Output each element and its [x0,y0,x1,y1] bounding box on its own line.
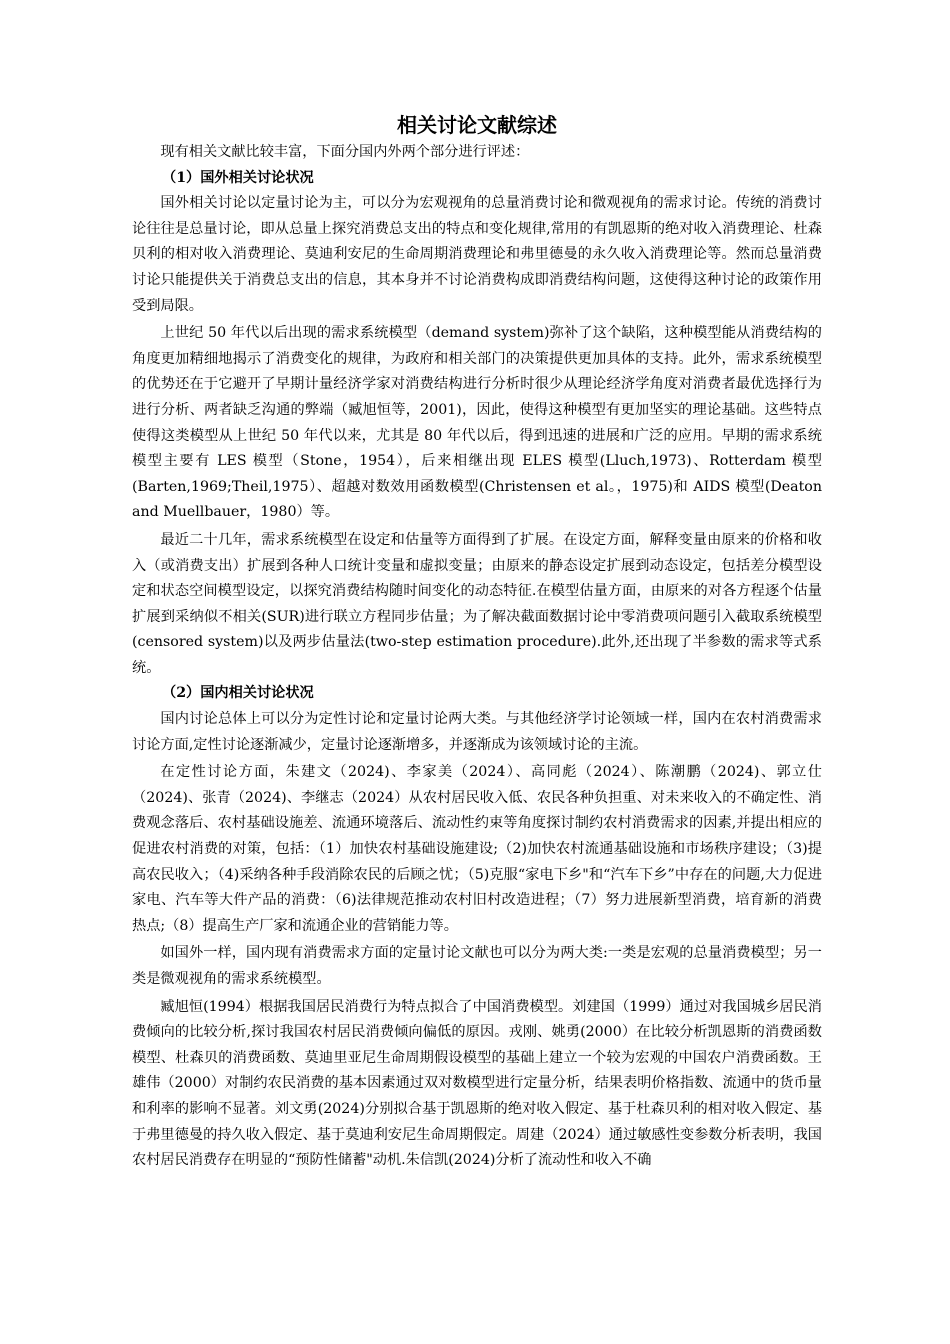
paragraph: 在定性讨论方面，朱建文（2024)、李家美（2024）、高同彪（2024）、陈潮鹏（2024)、郭立仕（2024)、张青（2024)、李继志（2024）从农村居民收入低、农民各种负担重、对未来收入的不确定性、消费观念落后、农村基础设施差、流通环境落后、流动性约束等角度探讨制约农村消费需求的因素,并提出相应的促进农村消费的对策，包括：（1）加快农村基础设施建设;（2)加快农村流通基础设施和市场秩序建设；（3)提高农民收入；（4)采纳各种手段消除农民的后顾之忧；（5)克服“家电下乡"和“汽车下乡”中存在的问题,大力促进家电、汽车等大件产品的消费：（6)法律规范推动农村旧村改造进程；（7）努力进展新型消费，培育新的消费热点;（8）提高生产厂家和流通企业的营销能力等。 [132,764,822,934]
paragraph: 如国外一样，国内现有消费需求方面的定量讨论文献也可以分为两大类:一类是宏观的总量消费模型；另一类是微观视角的需求系统模型。 [132,945,822,987]
document-page [132,110,822,1174]
section-heading-foreign: （1）国外相关讨论状况 [162,169,314,186]
paragraph: 国外相关讨论以定量讨论为主，可以分为宏观视角的总量消费讨论和微观视角的需求讨论。传统的消费讨论往往是总量讨论，即从总量上探究消费总支出的特点和变化规律,常用的有凯恩斯的绝对收入消费理论、杜森贝利的相对收入消费理论、莫迪利安尼的生命周期消费理论和弗里德曼的永久收入消费理论等。然而总量消费讨论只能提供关于消费总支出的信息，其本身并不讨论消费构成即消费结构问题，这使得这种讨论的政策作用受到局限。 [132,195,822,314]
paragraph: 上世纪 50 年代以后出现的需求系统模型（demand system)弥补了这个缺陷，这种模型能从消费结构的角度更加精细地揭示了消费变化的规律，为政府和相关部门的决策提供更加具体的支持。此外，需求系统模型的优势还在于它避开了早期计量经济学家对消费结构进行分析时很少从理论经济学角度对消费者最优选择行为进行分析、两者缺乏沟通的弊端（臧旭恒等，2001)，因此，使得这种模型有更加坚实的理论基础。这些特点使得这类模型从上世纪 50 年代以来，尤其是 80 年代以后，得到迅速的进展和广泛的应用。早期的需求系统模型主要有 LES 模型（Stone，1954），后来相继出现 ELES 模型(Lluch,1973)、Rotterdam 模型(Barten,1969;Theil,1975）、超越对数效用函数模型(Christensen et al。，1975)和 AIDS 模型(Deaton and Muellbauer，1980）等。 [132,325,822,521]
paragraph: 最近二十几年，需求系统模型在设定和估量等方面得到了扩展。在设定方面，解释变量由原来的价格和收入（或消费支出）扩展到各种人口统计变量和虚拟变量；由原来的静态设定扩展到动态设定，包括差分模型设定和状态空间模型设定，以探究消费结构随时间变化的动态特征.在模型估量方面，由原来的对各方程逐个估量扩展到采纳似不相关(SUR)进行联立方程同步估量；为了解决截面数据讨论中零消费项问题引入截取系统模型(censored system)以及两步估量法(two-step estimation procedure).此外,还出现了半参数的需求等式系统。 [132,531,822,676]
section-heading-domestic: （2）国内相关讨论状况 [162,685,314,702]
paragraph: 臧旭恒(1994）根据我国居民消费行为特点拟合了中国消费模型。刘建国（1999）通过对我国城乡居民消费倾向的比较分析,探讨我国农村居民消费倾向偏低的原因。戎刚、姚勇(2000）在比较分析凯恩斯的消费函数模型、杜森贝的消费函数、莫迪里亚尼生命周期假设模型的基础上建立一个较为宏观的中国农户消费函数。王雄伟（2000）对制约农民消费的基本因素通过双对数模型进行定量分析，结果表明价格指数、流通中的货币量和利率的影响不显著。刘文勇(2024)分别拟合基于凯恩斯的绝对收入假定、基于杜森贝利的相对收入假定、基于弗里德曼的持久收入假定、基于莫迪利安尼生命周期假定。周建（2024）通过敏感性变参数分析表明，我国农村居民消费存在明显的“预防性储蓄"动机.朱信凯(2024)分析了流动性和收入不确 [132,998,822,1169]
intro-paragraph: 现有相关文献比较丰富，下面分国内外两个部分进行评述： [160,144,530,160]
document-title: 相关讨论文献综述 [397,113,557,137]
paragraph: 国内讨论总体上可以分为定性讨论和定量讨论两大类。与其他经济学讨论领域一样，国内在农村消费需求讨论方面,定性讨论逐渐减少，定量讨论逐渐增多，并逐渐成为该领域讨论的主流。 [132,711,822,753]
